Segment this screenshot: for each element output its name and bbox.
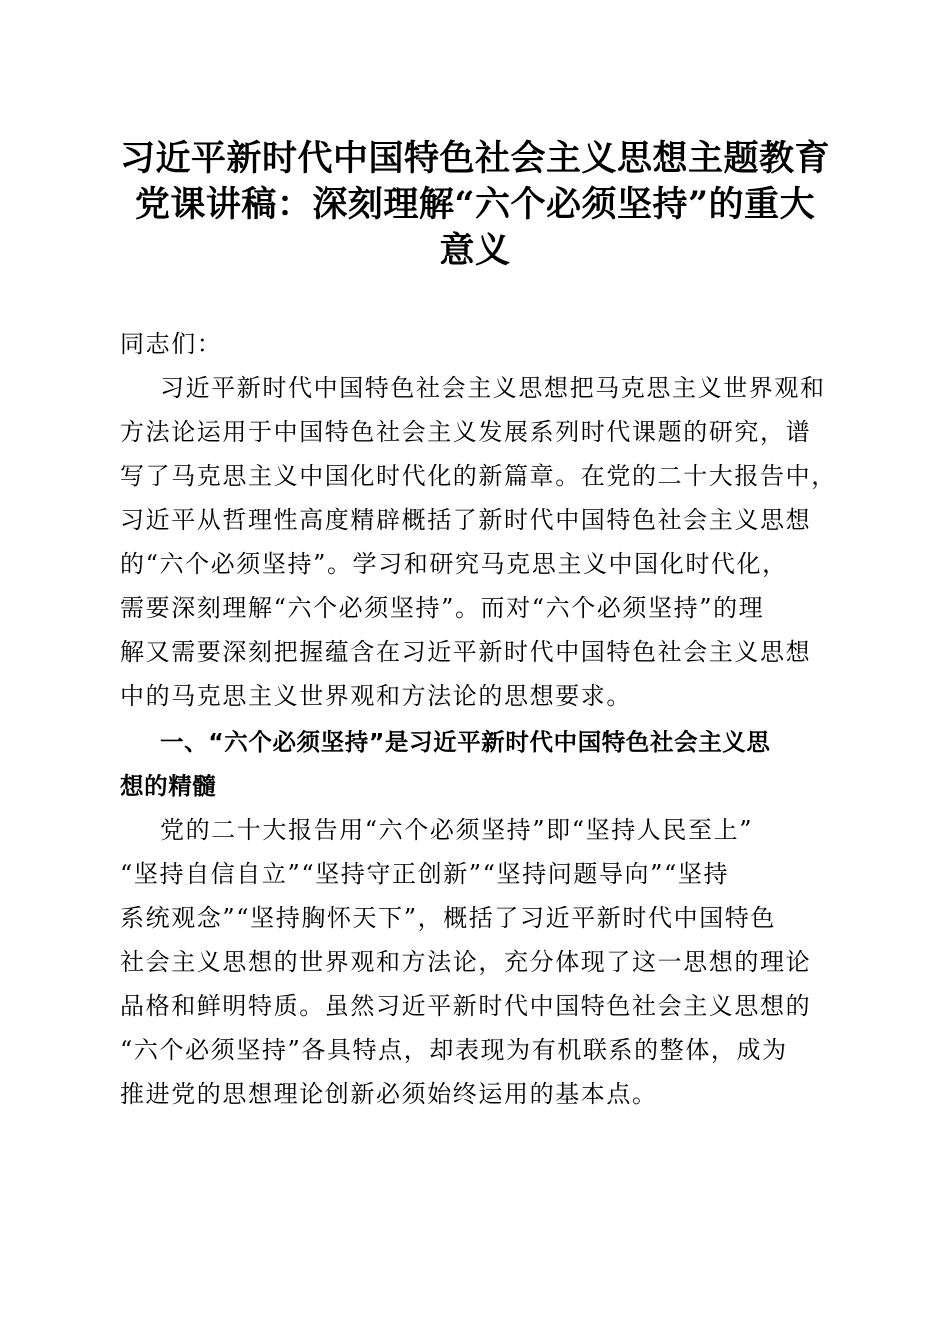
paragraph-line: 方法论运用于中国特色社会主义发展系列时代课题的研究，谱: [120, 418, 812, 446]
heading-line: 想的精髓: [120, 772, 217, 800]
paragraph-2: [120, 808, 832, 1116]
title-line: 意义: [439, 230, 511, 271]
paragraph-line: 中的马克思主义世界观和方法论的思想要求。: [120, 682, 632, 710]
paragraph-line: 社会主义思想的世界观和方法论，充分体现了这一思想的理论: [120, 948, 812, 976]
salutation: 同志们：: [120, 330, 223, 358]
paragraph-line: 需要深刻理解“六个必须坚持”。而对“六个必须坚持”的理: [120, 594, 765, 622]
paragraph-line: 解又需要深刻把握蕴含在习近平新时代中国特色社会主义思想: [120, 638, 812, 666]
title-line: 党课讲稿：深刻理解“六个必须坚持”的重大: [134, 184, 816, 225]
paragraph-line: 写了马克思主义中国化时代化的新篇章。在党的二十大报告中，: [120, 462, 837, 490]
paragraph-line: 的“六个必须坚持”。学习和研究马克思主义中国化时代化，: [120, 550, 788, 578]
paragraph-line: 党的二十大报告用“六个必须坚持”即“坚持人民至上”: [160, 816, 754, 844]
paragraph-line: 习近平从哲理性高度精辟概括了新时代中国特色社会主义思想: [120, 506, 812, 534]
section-1-heading: [120, 720, 832, 808]
paragraph-line: “六个必须坚持”各具特点，却表现为有机联系的整体，成为: [120, 1036, 788, 1064]
paragraph-line: 系统观念”“坚持胸怀天下”，概括了习近平新时代中国特色: [120, 904, 777, 932]
heading-line: 一、“六个必须坚持”是习近平新时代中国特色社会主义思: [160, 728, 771, 756]
paragraph-line: 习近平新时代中国特色社会主义思想把马克思主义世界观和: [160, 374, 826, 402]
paragraph-line: 推进党的思想理论创新必须始终运用的基本点。: [120, 1080, 658, 1108]
title-line: 习近平新时代中国特色社会主义思想主题教育: [119, 138, 830, 179]
document-body: [120, 322, 837, 1116]
paragraph-line: “坚持自信自立”“坚持守正创新”“坚持问题导向”“坚持: [120, 860, 730, 888]
document-title: [110, 136, 840, 274]
paragraph-line: 品格和鲜明特质。虽然习近平新时代中国特色社会主义思想的: [120, 992, 812, 1020]
paragraph-1: [120, 366, 837, 718]
